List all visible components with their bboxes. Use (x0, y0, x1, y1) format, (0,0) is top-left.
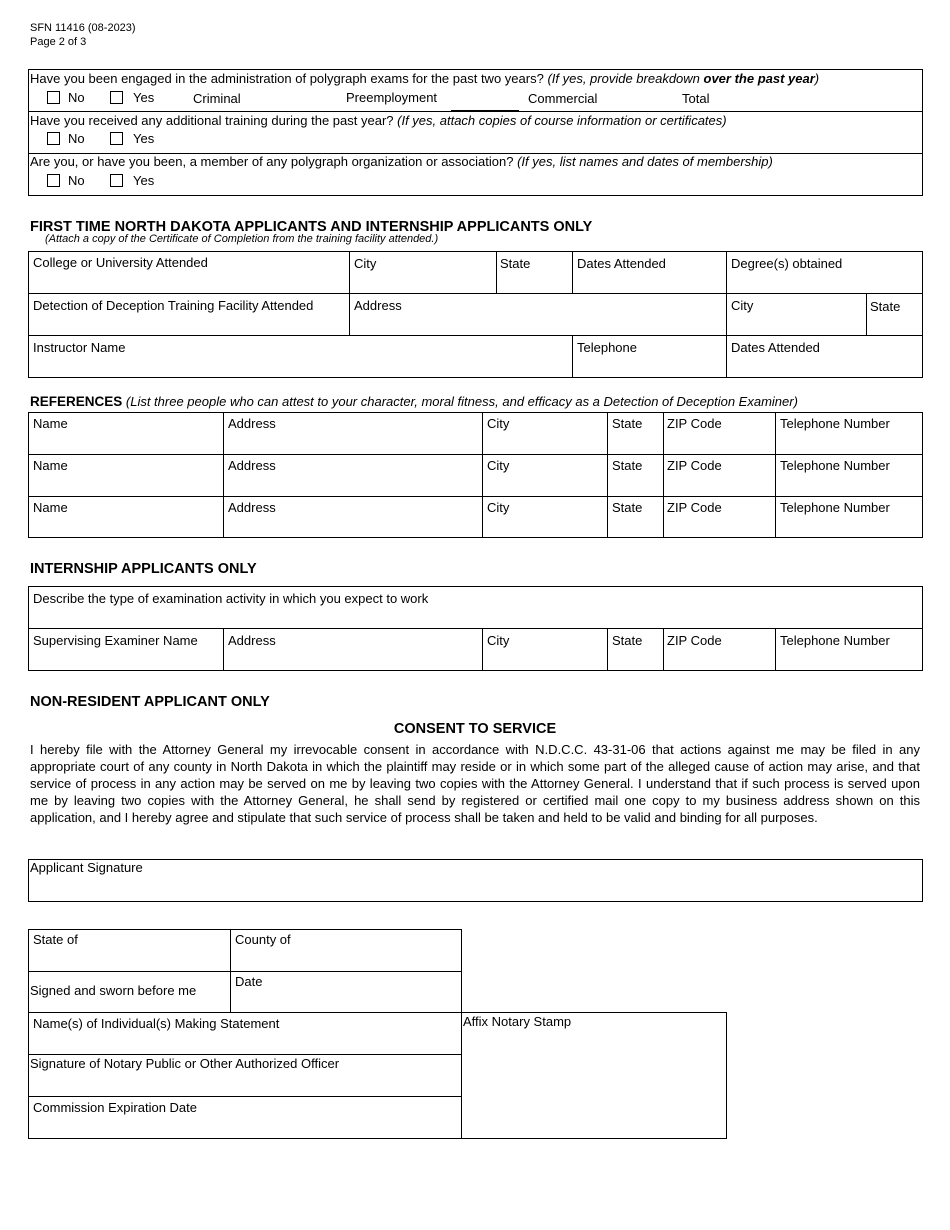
preemployment-count-line[interactable] (451, 110, 519, 111)
instructor-dates-field[interactable]: Dates Attended (731, 340, 820, 355)
ref3-name[interactable]: Name (33, 500, 68, 515)
question-training: Have you received any additional training during the past year? (If yes, attach copies of course information or certificates) (30, 113, 727, 128)
ref1-zip[interactable]: ZIP Code (667, 416, 722, 431)
county-of-field[interactable]: County of (235, 932, 291, 947)
college-dates-field[interactable]: Dates Attended (577, 256, 666, 271)
criminal-label: Criminal (193, 91, 241, 106)
references-heading: REFERENCES (List three people who can attest to your character, moral fitness, and efficacy as a Detection of Deception Examiner) (30, 394, 798, 409)
supervisor-telephone-field[interactable]: Telephone Number (780, 633, 890, 648)
preemployment-label: Preemployment (346, 90, 438, 105)
supervisor-zip-field[interactable]: ZIP Code (667, 633, 722, 648)
membership-yes-checkbox[interactable] (110, 174, 123, 187)
college-city-field[interactable]: City (354, 256, 377, 271)
ref3-state[interactable]: State (612, 500, 643, 515)
questions-box (28, 69, 923, 196)
ref3-telephone[interactable]: Telephone Number (780, 500, 890, 515)
commercial-label: Commercial (528, 91, 598, 106)
ref1-name[interactable]: Name (33, 416, 68, 431)
training-no-label: No (68, 131, 85, 146)
date-field[interactable]: Date (235, 974, 263, 989)
training-no-checkbox[interactable] (47, 132, 60, 145)
training-yes-label: Yes (133, 131, 155, 146)
ref2-zip[interactable]: ZIP Code (667, 458, 722, 473)
college-field[interactable]: College or University Attended (33, 255, 208, 270)
total-label: Total (682, 91, 710, 106)
ref3-address[interactable]: Address (228, 500, 276, 515)
question-polygraph: Have you been engaged in the administration of polygraph exams for the past two years? (If yes, provide breakdown over the past year) (30, 71, 820, 86)
supervisor-address-field[interactable]: Address (228, 633, 276, 648)
ref2-telephone[interactable]: Telephone Number (780, 458, 890, 473)
examination-activity-field[interactable]: Describe the type of examination activity in which you expect to work (33, 591, 429, 606)
ref2-city[interactable]: City (487, 458, 510, 473)
commission-expiration-field[interactable]: Commission Expiration Date (33, 1100, 198, 1115)
page-number: Page 2 of 3 (30, 36, 87, 48)
supervisor-name-field[interactable]: Supervising Examiner Name (33, 633, 198, 648)
notary-stamp-area: Affix Notary Stamp (463, 1014, 572, 1029)
notary-signature-field[interactable]: Signature of Notary Public or Other Authorized Officer (30, 1056, 340, 1071)
first-time-subtitle: (Attach a copy of the Certificate of Completion from the training facility attended.) (45, 233, 439, 245)
ref1-state[interactable]: State (612, 416, 643, 431)
ref1-address[interactable]: Address (228, 416, 276, 431)
facility-address-field[interactable]: Address (354, 298, 402, 313)
state-of-field[interactable]: State of (33, 932, 78, 947)
non-resident-title: NON-RESIDENT APPLICANT ONLY (30, 694, 270, 710)
form-number: SFN 11416 (08-2023) (30, 22, 136, 34)
facility-city-field[interactable]: City (731, 298, 754, 313)
question-membership: Are you, or have you been, a member of any polygraph organization or association? (If yes, list names and dates of membership) (30, 154, 773, 169)
training-yes-checkbox[interactable] (110, 132, 123, 145)
individuals-names-field[interactable]: Name(s) of Individual(s) Making Statement (33, 1016, 280, 1031)
consent-text: I hereby file with the Attorney General my irrevocable consent in accordance with N.D.C.C. 43-31-06 that actions against me may be filed in any appropriate court of any county in North Dakota in which the plaintiff may reside or in which some part of the alleged cause of action may arise, and that service of process in any action may be served on me by leaving two copies with the Attorney General. I understand that if such process is served upon me by leaving two copies with the Attorney General, he shall send by registered or certified mail one copy to my business address shown on this application, and I hereby agree and stipulate that such service of process shall be taken and held to be valid and binding for all purposes. (30, 742, 920, 825)
college-state-field[interactable]: State (500, 256, 531, 271)
facility-field[interactable]: Detection of Deception Training Facility Attended (33, 298, 314, 313)
instructor-telephone-field[interactable]: Telephone (577, 340, 637, 355)
ref3-zip[interactable]: ZIP Code (667, 500, 722, 515)
supervisor-city-field[interactable]: City (487, 633, 510, 648)
ref1-telephone[interactable]: Telephone Number (780, 416, 890, 431)
notary-bottom-table (28, 1012, 727, 1139)
ref2-address[interactable]: Address (228, 458, 276, 473)
applicant-signature-field[interactable] (28, 859, 923, 902)
ref2-state[interactable]: State (612, 458, 643, 473)
membership-no-label: No (68, 173, 85, 188)
degrees-field[interactable]: Degree(s) obtained (731, 256, 843, 271)
ref2-name[interactable]: Name (33, 458, 68, 473)
first-time-title: FIRST TIME NORTH DAKOTA APPLICANTS AND INTERNSHIP APPLICANTS ONLY (30, 219, 593, 235)
internship-title: INTERNSHIP APPLICANTS ONLY (30, 561, 257, 577)
supervisor-state-field[interactable]: State (612, 633, 643, 648)
ref1-city[interactable]: City (487, 416, 510, 431)
membership-yes-label: Yes (133, 173, 155, 188)
instructor-field[interactable]: Instructor Name (33, 340, 126, 355)
polygraph-yes-checkbox[interactable] (110, 91, 123, 104)
polygraph-no-label: No (68, 90, 85, 105)
facility-state-field[interactable]: State (870, 299, 901, 314)
applicant-signature-label: Applicant Signature (30, 860, 143, 875)
membership-no-checkbox[interactable] (47, 174, 60, 187)
polygraph-no-checkbox[interactable] (47, 91, 60, 104)
polygraph-yes-label: Yes (133, 90, 155, 105)
ref3-city[interactable]: City (487, 500, 510, 515)
sworn-label: Signed and sworn before me (30, 983, 197, 998)
consent-title: CONSENT TO SERVICE (393, 721, 557, 737)
